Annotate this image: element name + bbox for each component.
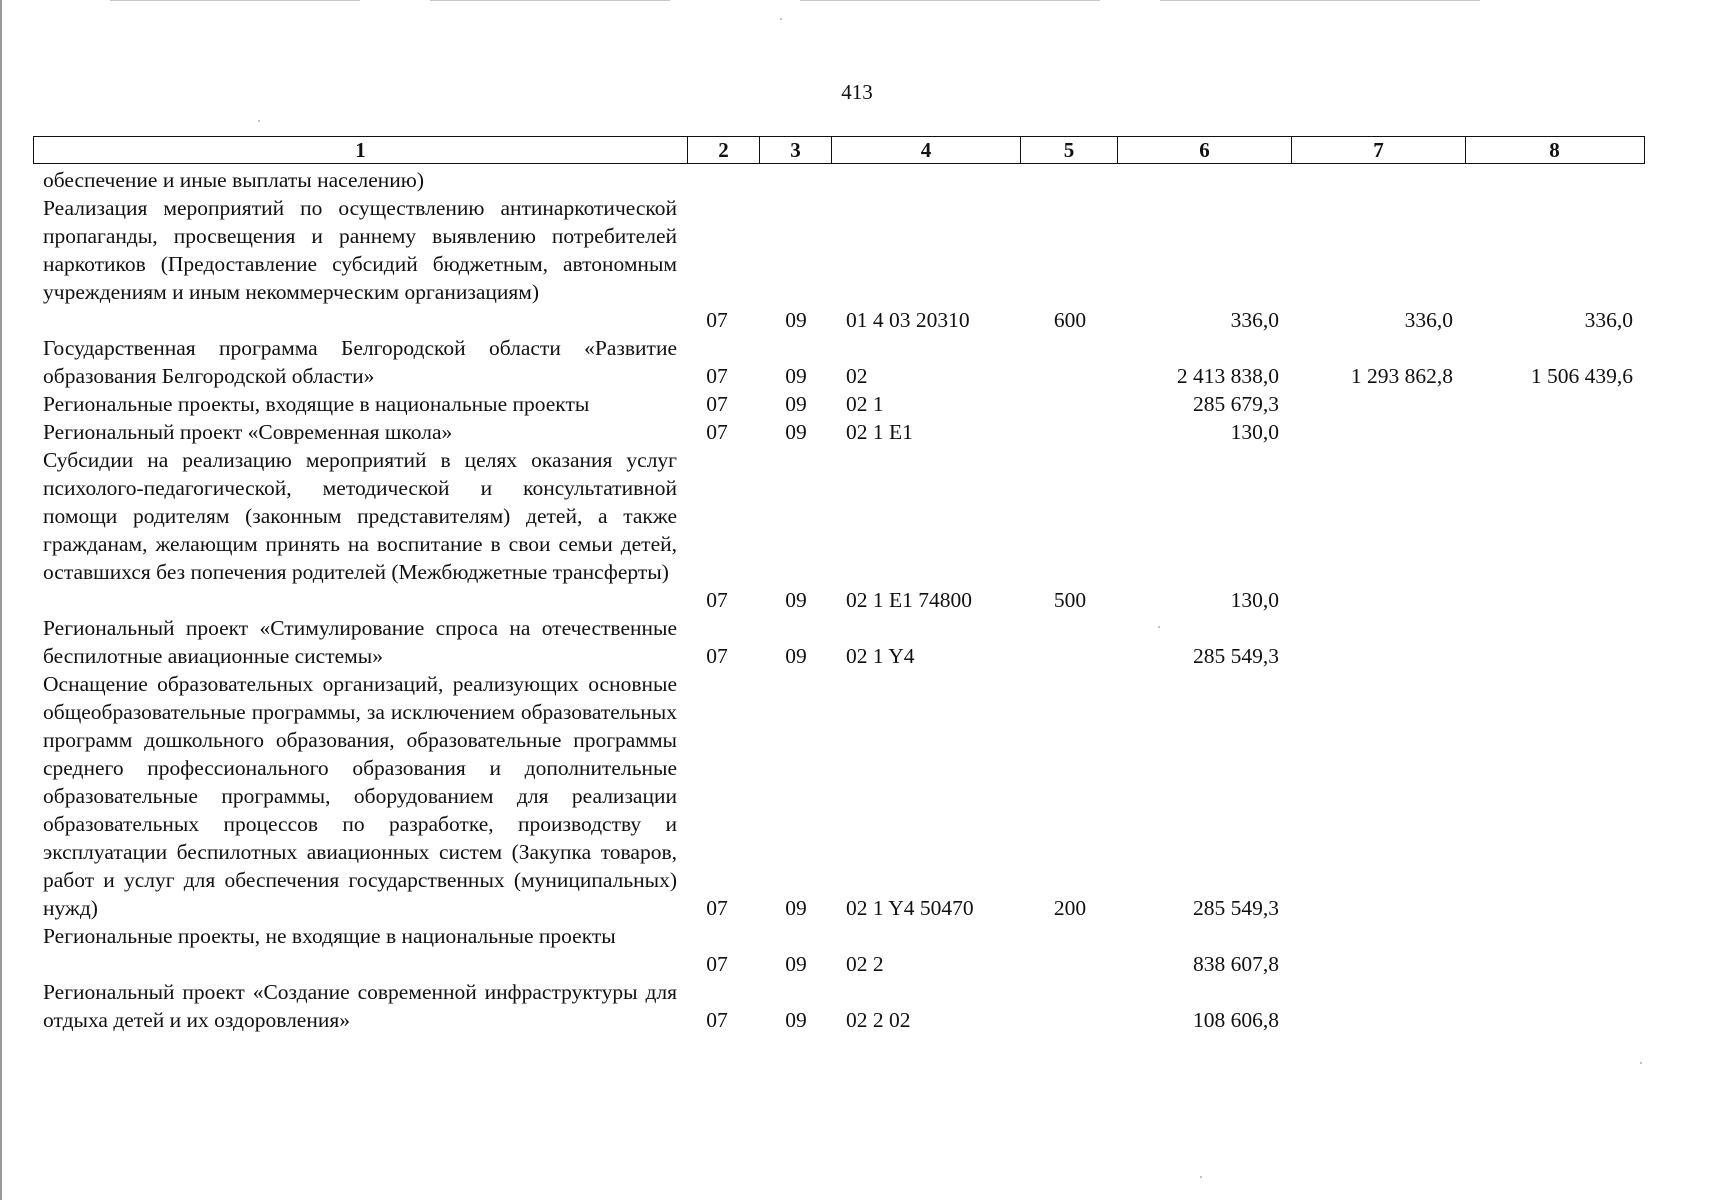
scan-speck: [1640, 1062, 1642, 1064]
amount-col6: 285 549,3: [1193, 896, 1279, 920]
table-row: [0, 446, 1714, 614]
amount-col6: 285 549,3: [1193, 644, 1279, 668]
amount-col7: 1 293 862,8: [1350, 364, 1453, 388]
section-code: 07: [706, 644, 728, 668]
target-article-code: 01 4 03 20310: [846, 308, 970, 332]
column-header-8: 8: [1549, 138, 1560, 162]
section-code: 07: [706, 588, 728, 612]
target-article-code: 02 1 E1: [846, 420, 913, 444]
row-description: Реализация мероприятий по осуществлению антинаркотической пропаганды, просвещения и раннему выявлению потребителей наркотиков (Предоставление субсидий бюджетным, автономным учреждениям и иным некоммерческим организациям): [43, 196, 677, 304]
row-description: Региональный проект «Стимулирование спроса на отечественные беспилотные авиационные системы»: [43, 616, 677, 668]
expense-type-code: 600: [1053, 308, 1087, 332]
column-header-2: 2: [688, 137, 760, 163]
table-row: [0, 670, 1714, 922]
subsection-code: 09: [785, 364, 807, 388]
row-description: Оснащение образовательных организаций, реализующих основные общеобразовательные программы, за исключением образовательных программ дошкольного образования, образовательные программы среднего профессионального образования и дополнительные образовательные программы, оборудованием для реализации образовательных процессов по разработке, производству и эксплуатации беспилотных авиационных систем (Закупка товаров, работ и услуг для обеспечения государственных (муниципальных) нужд): [43, 672, 677, 920]
expense-type-code: 500: [1053, 588, 1087, 612]
column-header-7: 7: [1292, 137, 1466, 163]
section-code: 07: [706, 896, 728, 920]
table-row: [0, 978, 1714, 1034]
row-description: Региональный проект «Создание современной инфраструктуры для отдыха детей и их оздоровления»: [43, 980, 677, 1032]
subsection-code: 09: [785, 588, 807, 612]
table-row: [0, 418, 1714, 446]
page-number: 413: [841, 80, 873, 104]
amount-col6: 285 679,3: [1193, 392, 1279, 416]
column-header-4: 4: [832, 137, 1021, 163]
top-rule: [110, 0, 360, 1]
section-code: 07: [706, 308, 728, 332]
amount-col6: 130,0: [1230, 588, 1279, 612]
table-row: [0, 334, 1714, 390]
target-article-code: 02 1 Y4 50470: [846, 896, 974, 920]
scan-speck: [780, 18, 782, 20]
subsection-code: 09: [785, 896, 807, 920]
table-row: [0, 166, 1714, 194]
target-article-code: 02 2: [846, 952, 884, 976]
row-description: Региональные проекты, не входящие в национальные проекты: [43, 924, 616, 948]
section-code: 07: [706, 1008, 728, 1032]
scan-speck: [1158, 626, 1160, 628]
amount-col6: 130,0: [1230, 420, 1279, 444]
amount-col6: 838 607,8: [1193, 952, 1279, 976]
amount-col6: 336,0: [1230, 308, 1279, 332]
target-article-code: 02: [846, 364, 868, 388]
column-header-6: 6: [1118, 137, 1292, 163]
table-row: [0, 922, 1714, 978]
column-header-5: 5: [1021, 137, 1118, 163]
amount-col6: 2 413 838,0: [1176, 364, 1279, 388]
amount-col6: 108 606,8: [1193, 1008, 1279, 1032]
table-header: [33, 136, 1645, 164]
subsection-code: 09: [785, 308, 807, 332]
subsection-code: 09: [785, 644, 807, 668]
target-article-code: 02 1 E1 74800: [846, 588, 973, 612]
subsection-code: 09: [785, 420, 807, 444]
row-description: Региональный проект «Современная школа»: [43, 420, 453, 444]
amount-col8: 336,0: [1584, 308, 1633, 332]
subsection-code: 09: [785, 392, 807, 416]
column-header-3: 3: [760, 137, 832, 163]
target-article-code: 02 1 Y4: [846, 644, 915, 668]
table-row: [0, 390, 1714, 418]
amount-col8: 1 506 439,6: [1530, 364, 1633, 388]
scan-speck: [1200, 1176, 1202, 1178]
section-code: 07: [706, 420, 728, 444]
target-article-code: 02 2 02: [846, 1008, 911, 1032]
subsection-code: 09: [785, 1008, 807, 1032]
row-description: Региональные проекты, входящие в национальные проекты: [43, 392, 590, 416]
section-code: 07: [706, 952, 728, 976]
expense-type-code: 200: [1053, 896, 1087, 920]
top-rule: [1160, 0, 1480, 1]
row-description: обеспечение и иные выплаты населению): [43, 168, 425, 192]
subsection-code: 09: [785, 952, 807, 976]
top-rule: [430, 0, 670, 1]
table-row: [0, 194, 1714, 334]
table-row: [0, 614, 1714, 670]
scan-speck: [258, 120, 260, 122]
row-description: Субсидии на реализацию мероприятий в целях оказания услуг психолого-педагогической, методической и консультативной помощи родителям (законным представителям) детей, а также гражданам, желающим принять на воспитание в свои семьи детей, оставшихся без попечения родителей (Межбюджетные трансферты): [43, 448, 677, 584]
target-article-code: 02 1: [846, 392, 884, 416]
amount-col7: 336,0: [1404, 308, 1453, 332]
top-rule: [800, 0, 1100, 1]
column-header-1: 1: [34, 137, 688, 163]
row-description: Государственная программа Белгородской области «Развитие образования Белгородской области»: [43, 336, 677, 388]
section-code: 07: [706, 364, 728, 388]
section-code: 07: [706, 392, 728, 416]
